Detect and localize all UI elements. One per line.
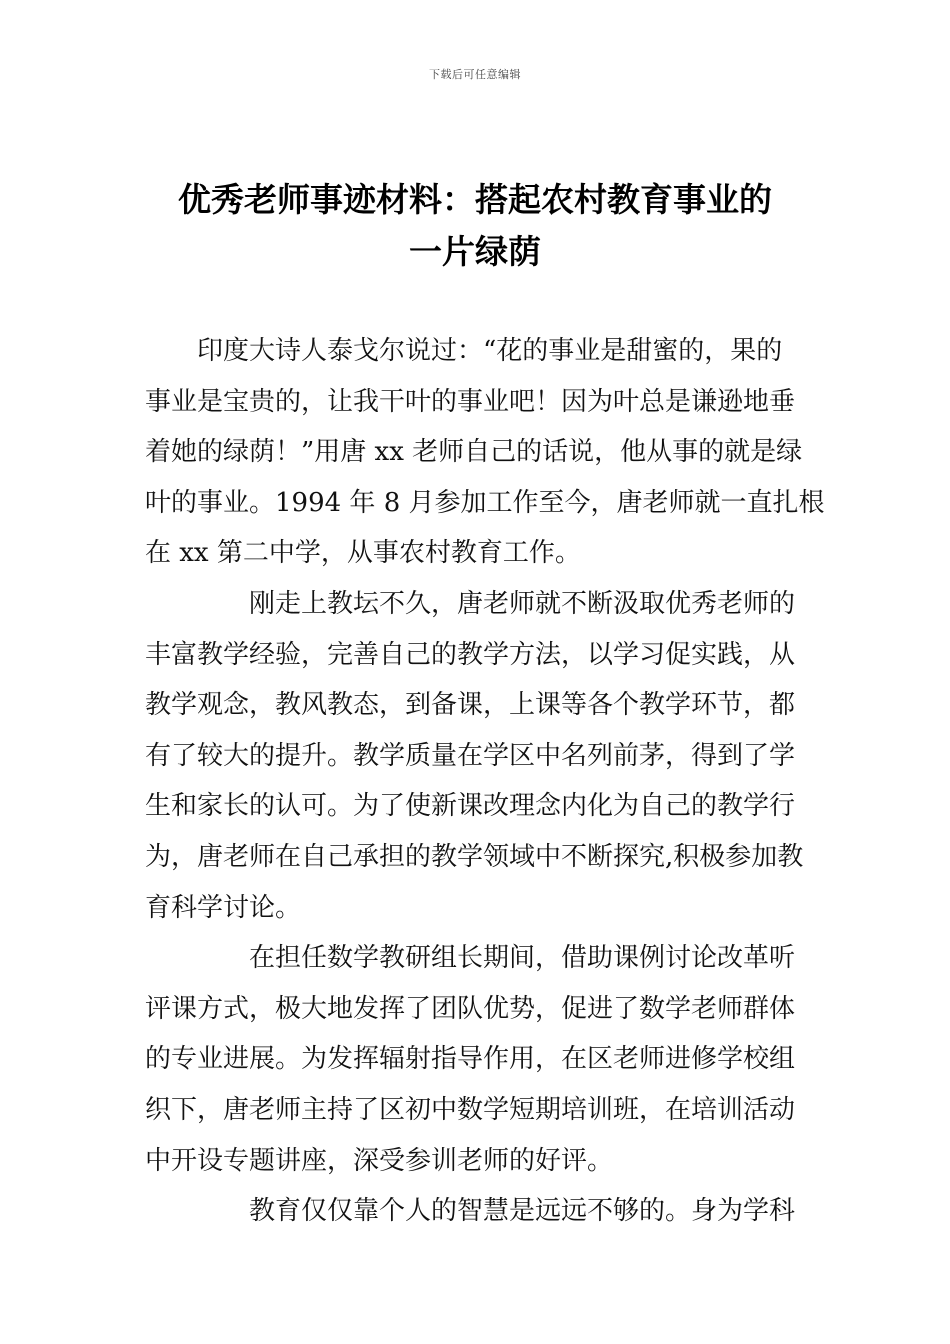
- paragraph-4: [145, 1186, 809, 1237]
- paragraph-line: 教学观念，教风教态，到备课，上课等各个教学环节，都: [145, 690, 796, 721]
- paragraph-line: 在 xx 第二中学，从事农村教育工作。: [145, 538, 581, 569]
- paragraph-line: 丰富教学经验，完善自己的教学方法，以学习促实践，从: [145, 639, 796, 670]
- body-text: [145, 326, 825, 1237]
- header-note: 下载后可任意编辑: [429, 68, 521, 81]
- paragraph-line: 中开设专题讲座，深受参训老师的好评。: [145, 1145, 614, 1176]
- paragraph-line: 叶的事业。1994 年 8 月参加工作至今，唐老师就一直扎根: [145, 487, 825, 518]
- paragraph-line: 的专业进展。为发挥辐射指导作用，在区老师进修学校组: [145, 1044, 796, 1075]
- paragraph-line: 为，唐老师在自己承担的教学领域中不断探究,积极参加教: [145, 841, 804, 872]
- paragraph-2: [145, 579, 809, 933]
- paragraph-line: 评课方式，极大地发挥了团队优势，促进了数学老师群体: [145, 993, 796, 1024]
- title-line: 一片绿荫: [409, 232, 541, 271]
- paragraph-line: 有了较大的提升。教学质量在学区中名列前茅，得到了学: [145, 740, 796, 771]
- paragraph-line: 印度大诗人泰戈尔说过：“花的事业是甜蜜的，果的: [197, 336, 783, 366]
- paragraph-1: [145, 326, 825, 579]
- paragraph-line: 刚走上教坛不久，唐老师就不断汲取优秀老师的: [249, 588, 796, 619]
- paragraph-line: 教育仅仅靠个人的智慧是远远不够的。身为学科: [249, 1196, 796, 1227]
- paragraph-line: 育科学讨论。: [145, 892, 302, 923]
- document-title: [140, 174, 810, 278]
- paragraph-line: 在担任数学教研组长期间，借助课例讨论改革听: [249, 943, 796, 974]
- paragraph-line: 生和家长的认可。为了使新课改理念内化为自己的教学行: [145, 791, 796, 822]
- title-line: 优秀老师事迹材料：搭起农村教育事业的: [178, 180, 772, 219]
- paragraph-line: 着她的绿荫！”用唐 xx 老师自己的话说，他从事的就是绿: [145, 437, 803, 468]
- paragraph-3: [145, 933, 809, 1186]
- paragraph-line: 事业是宝贵的，让我干叶的事业吧！因为叶总是谦逊地垂: [145, 386, 796, 417]
- paragraph-line: 织下，唐老师主持了区初中数学短期培训班，在培训活动: [145, 1094, 796, 1125]
